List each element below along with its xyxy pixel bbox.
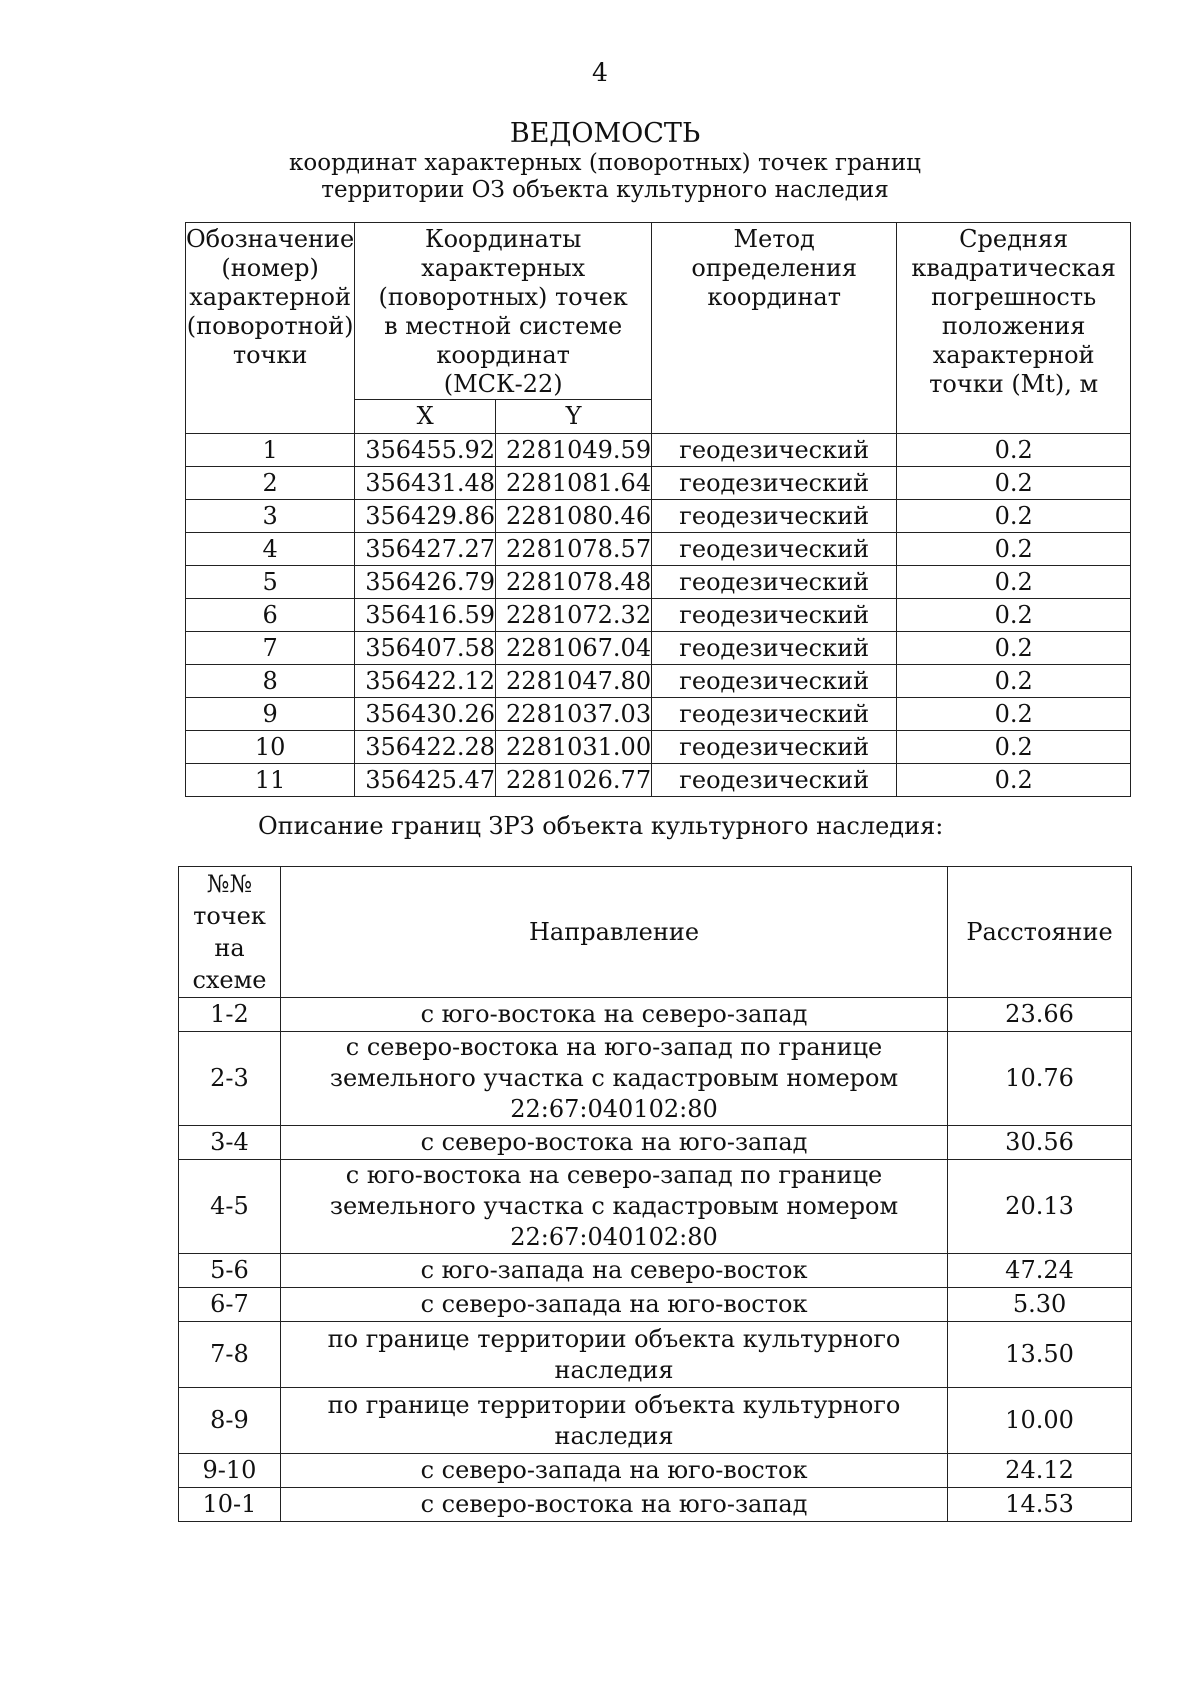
coordinate-x: 356416.59 xyxy=(355,599,496,632)
coordinates-table xyxy=(185,222,1131,797)
point-number: 2 xyxy=(186,467,355,500)
coordinate-y: 2281078.48 xyxy=(496,566,652,599)
table-row xyxy=(179,1322,1132,1388)
table-row xyxy=(179,1126,1132,1160)
coordinate-y: 2281072.32 xyxy=(496,599,652,632)
point-number: 1 xyxy=(186,434,355,467)
coordinate-x: 356407.58 xyxy=(355,632,496,665)
distance: 47.24 xyxy=(948,1254,1132,1288)
table-row xyxy=(179,1160,1132,1254)
page-number: 4 xyxy=(592,58,608,87)
segment: 5-6 xyxy=(179,1254,281,1288)
distance: 13.50 xyxy=(948,1322,1132,1388)
table-row xyxy=(186,599,1131,632)
method: геодезический xyxy=(652,533,897,566)
header-point: Обозначение (номер) характерной (поворотной) точки xyxy=(186,223,355,434)
segment: 4-5 xyxy=(179,1160,281,1254)
coordinate-y: 2281037.03 xyxy=(496,698,652,731)
coordinate-x: 356429.86 xyxy=(355,500,496,533)
title-line-2: территории ОЗ объекта культурного наследия xyxy=(321,177,889,203)
distance: 24.12 xyxy=(948,1454,1132,1488)
coordinate-y: 2281047.80 xyxy=(496,665,652,698)
point-number: 5 xyxy=(186,566,355,599)
direction: с северо-востока на юго-запад xyxy=(280,1488,947,1522)
document-title xyxy=(180,118,1030,204)
table-row xyxy=(179,998,1132,1032)
method: геодезический xyxy=(652,698,897,731)
distance: 20.13 xyxy=(948,1160,1132,1254)
segment: 7-8 xyxy=(179,1322,281,1388)
description-title: Описание границ ЗРЗ объекта культурного наследия: xyxy=(258,812,944,840)
table-row xyxy=(186,467,1131,500)
coordinate-x: 356427.27 xyxy=(355,533,496,566)
table-row xyxy=(179,1032,1132,1126)
direction: по границе территории объекта культурного наследия xyxy=(280,1388,947,1454)
table-row xyxy=(179,1388,1132,1454)
table-row xyxy=(186,698,1131,731)
coordinate-y: 2281067.04 xyxy=(496,632,652,665)
direction: с северо-запада на юго-восток xyxy=(280,1454,947,1488)
segment: 1-2 xyxy=(179,998,281,1032)
mean-error: 0.2 xyxy=(897,467,1131,500)
distance: 10.76 xyxy=(948,1032,1132,1126)
coordinate-x: 356426.79 xyxy=(355,566,496,599)
header-y: Y xyxy=(496,400,652,434)
coordinate-y: 2281031.00 xyxy=(496,731,652,764)
coordinates-table-body xyxy=(186,434,1131,797)
mean-error: 0.2 xyxy=(897,632,1131,665)
segment: 10-1 xyxy=(179,1488,281,1522)
header-distance: Расстояние xyxy=(948,867,1132,998)
mean-error: 0.2 xyxy=(897,665,1131,698)
table-row xyxy=(179,1254,1132,1288)
point-number: 11 xyxy=(186,764,355,797)
segment: 2-3 xyxy=(179,1032,281,1126)
coordinate-x: 356431.48 xyxy=(355,467,496,500)
direction: с северо-востока на юго-запад по границе земельного участка с кадастровым номером 22:67:040102:80 xyxy=(280,1032,947,1126)
table-row xyxy=(179,1488,1132,1522)
direction: по границе территории объекта культурного наследия xyxy=(280,1322,947,1388)
mean-error: 0.2 xyxy=(897,434,1131,467)
mean-error: 0.2 xyxy=(897,566,1131,599)
coordinate-x: 356430.26 xyxy=(355,698,496,731)
table-row xyxy=(186,632,1131,665)
mean-error: 0.2 xyxy=(897,731,1131,764)
point-number: 10 xyxy=(186,731,355,764)
direction: с северо-востока на юго-запад xyxy=(280,1126,947,1160)
coordinate-y: 2281078.57 xyxy=(496,533,652,566)
coordinate-x: 356422.12 xyxy=(355,665,496,698)
point-number: 3 xyxy=(186,500,355,533)
method: геодезический xyxy=(652,665,897,698)
direction: с юго-востока на северо-запад xyxy=(280,998,947,1032)
table-row xyxy=(186,731,1131,764)
coordinate-y: 2281049.59 xyxy=(496,434,652,467)
mean-error: 0.2 xyxy=(897,764,1131,797)
header-x: X xyxy=(355,400,496,434)
coordinate-y: 2281080.46 xyxy=(496,500,652,533)
header-error: Средняя квадратическая погрешность положения характерной точки (Mt), м xyxy=(897,223,1131,434)
coordinate-x: 356455.92 xyxy=(355,434,496,467)
method: геодезический xyxy=(652,764,897,797)
table-row xyxy=(186,500,1131,533)
method: геодезический xyxy=(652,467,897,500)
direction: с юго-востока на северо-запад по границе земельного участка с кадастровым номером 22:67:040102:80 xyxy=(280,1160,947,1254)
method: геодезический xyxy=(652,731,897,764)
table-row xyxy=(186,764,1131,797)
table-row xyxy=(186,665,1131,698)
segment: 6-7 xyxy=(179,1288,281,1322)
mean-error: 0.2 xyxy=(897,698,1131,731)
method: геодезический xyxy=(652,566,897,599)
table-row xyxy=(186,566,1131,599)
coordinate-y: 2281081.64 xyxy=(496,467,652,500)
point-number: 9 xyxy=(186,698,355,731)
distance: 30.56 xyxy=(948,1126,1132,1160)
mean-error: 0.2 xyxy=(897,599,1131,632)
table-row xyxy=(179,1288,1132,1322)
header-coordinates: Координаты характерных (поворотных) точек в местной системе координат (МСК-22) xyxy=(355,223,652,400)
distance: 23.66 xyxy=(948,998,1132,1032)
boundary-description-table xyxy=(178,866,1132,1522)
point-number: 8 xyxy=(186,665,355,698)
segment: 9-10 xyxy=(179,1454,281,1488)
table-row xyxy=(186,533,1131,566)
table-row xyxy=(179,1454,1132,1488)
method: геодезический xyxy=(652,599,897,632)
coordinate-x: 356422.28 xyxy=(355,731,496,764)
mean-error: 0.2 xyxy=(897,533,1131,566)
point-number: 7 xyxy=(186,632,355,665)
direction: с северо-запада на юго-восток xyxy=(280,1288,947,1322)
distance: 10.00 xyxy=(948,1388,1132,1454)
method: геодезический xyxy=(652,632,897,665)
point-number: 4 xyxy=(186,533,355,566)
distance: 5.30 xyxy=(948,1288,1132,1322)
method: геодезический xyxy=(652,434,897,467)
method: геодезический xyxy=(652,500,897,533)
mean-error: 0.2 xyxy=(897,500,1131,533)
table-row xyxy=(186,434,1131,467)
segment: 3-4 xyxy=(179,1126,281,1160)
direction: с юго-запада на северо-восток xyxy=(280,1254,947,1288)
header-points: №№ точек на схеме xyxy=(179,867,281,998)
header-method: Метод определения координат xyxy=(652,223,897,434)
coordinate-x: 356425.47 xyxy=(355,764,496,797)
header-direction: Направление xyxy=(280,867,947,998)
point-number: 6 xyxy=(186,599,355,632)
coordinate-y: 2281026.77 xyxy=(496,764,652,797)
title-main: ВЕДОМОСТЬ xyxy=(509,118,701,149)
boundary-description-body xyxy=(179,998,1132,1522)
distance: 14.53 xyxy=(948,1488,1132,1522)
segment: 8-9 xyxy=(179,1388,281,1454)
title-line-1: координат характерных (поворотных) точек границ xyxy=(289,150,921,176)
